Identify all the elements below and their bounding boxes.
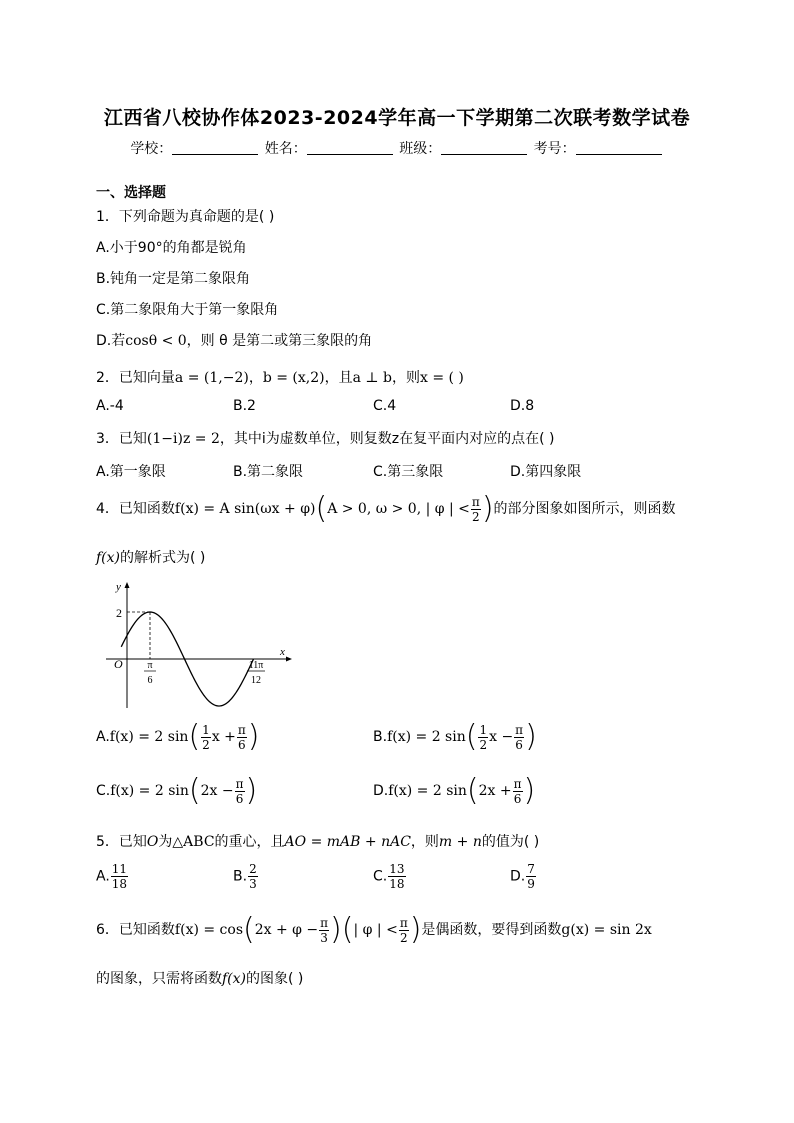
question-6-stem-line2: 的图象，只需将函数f(x)的图象( ) — [96, 971, 304, 987]
question-2-option-c: C.4 — [373, 398, 397, 414]
x-answer: x = ( ) — [419, 370, 464, 386]
x-axis-arrow — [286, 657, 292, 662]
question-2-option-a: A.-4 — [96, 398, 124, 414]
math-cos: cosθ < 0 — [125, 333, 187, 349]
question-4-option-d: D.f(x) = 2 sin(2x + $\frac{\pi}{6}$ ) — [373, 773, 536, 808]
x-tick-pi-6-den: 6 — [147, 675, 153, 686]
name-label: 姓名： — [264, 141, 307, 157]
class-label: 班级： — [399, 141, 442, 157]
fraction-pi-over-2: $\frac{\pi}{2}$ — [471, 494, 480, 524]
question-5-option-d: D. $\frac{7}{9}$ — [510, 862, 535, 891]
question-4-option-b: B.f(x) = 2 sin( $\frac{1}{2}$ x − $\frac{\pi}{6}$ ) — [373, 719, 537, 754]
vector-equation: AO = mAB + nAC — [284, 834, 411, 850]
sine-graph-figure — [98, 578, 294, 710]
question-3-option-c: C.第三象限 — [373, 464, 444, 480]
question-5-option-a: A. $\frac{11}{18}$ — [96, 862, 128, 891]
page-title: 江西省八校协作体2023-2024学年高一下学期第二次联考数学试卷 — [103, 107, 691, 129]
exam-no-label: 考号： — [533, 141, 576, 157]
vector-a: a = (1,−2) — [174, 370, 249, 386]
question-2-option-d: D.8 — [510, 398, 535, 414]
question-5-option-c: C. $\frac{13}{18}$ — [373, 862, 405, 891]
question-2-stem: 2．已知向量a = (1,−2)，b = (x,2)，且a ⊥ b，则x = ( ) — [96, 370, 464, 386]
x-tick-pi-6-num: π — [147, 660, 153, 671]
school-label: 学校： — [130, 141, 173, 157]
complex-equation: (1−i)z = 2 — [146, 431, 220, 447]
section-heading: 一、选择题 — [96, 185, 166, 201]
question-5-stem: 5．已知O为△ABC的重心，且AO = mAB + nAC，则m + n的值为( ) — [96, 834, 540, 850]
function-definition: f(x) = A sin(ωx + φ) — [174, 501, 316, 517]
school-blank[interactable] — [172, 140, 258, 155]
question-5-option-b: B. $\frac{2}{3}$ — [233, 862, 257, 891]
question-3-option-a: A.第一象限 — [96, 464, 166, 480]
question-4-option-c: C.f(x) = 2 sin(2x − $\frac{\pi}{6}$ ) — [96, 773, 258, 808]
question-1-option-d: D.若cosθ < 0，则 θ 是第二或第三象限的角 — [96, 333, 373, 349]
origin-label: O — [114, 657, 123, 671]
name-blank[interactable] — [307, 140, 393, 155]
x-tick-11pi-12-num: 11π — [248, 660, 264, 671]
y-tick-2: 2 — [116, 606, 122, 620]
question-2-option-b: B.2 — [233, 398, 256, 414]
x-tick-11pi-12-den: 12 — [251, 675, 261, 686]
question-3-option-b: B.第二象限 — [233, 464, 304, 480]
question-4-stem-line2: f(x)的解析式为( ) — [96, 550, 206, 566]
exam-no-blank[interactable] — [576, 140, 662, 155]
class-blank[interactable] — [441, 140, 527, 155]
y-axis-label: y — [116, 581, 121, 593]
student-info-row — [0, 138, 794, 158]
question-4-stem: 4．已知函数f(x) = A sin(ωx + φ)(A > 0, ω > 0, | φ | < $\frac{\pi}{2}$ )的部分图象如图所示，则函数 — [96, 491, 676, 526]
question-1-stem: 1．下列命题为真命题的是( ) — [96, 209, 275, 225]
question-1-option-a: A.小于90°的角都是锐角 — [96, 240, 247, 256]
parameter-conditions: A > 0, ω > 0, | φ | < — [327, 501, 470, 517]
question-4-option-a: A.f(x) = 2 sin( $\frac{1}{2}$ x + $\frac{\pi}{6}$ ) — [96, 719, 260, 754]
question-1-option-c: C.第二象限角大于第一象限角 — [96, 302, 279, 318]
vector-b: b = (x,2) — [262, 370, 325, 386]
question-3-stem: 3．已知(1−i)z = 2，其中i为虚数单位，则复数z在复平面内对应的点在( ) — [96, 431, 555, 447]
y-axis-arrow — [125, 582, 130, 588]
question-3-option-d: D.第四象限 — [510, 464, 582, 480]
question-1-option-b: B.钝角一定是第二象限角 — [96, 271, 251, 287]
x-axis-label: x — [280, 646, 285, 658]
perp-relation: a ⊥ b — [352, 370, 392, 386]
question-6-stem: 6．已知函数f(x) = cos(2x + φ − $\frac{\pi}{3}$ )(| φ | < $\frac{\pi}{2}$ )是偶函数，要得到函数g(x) = sin 2x — [96, 912, 652, 947]
